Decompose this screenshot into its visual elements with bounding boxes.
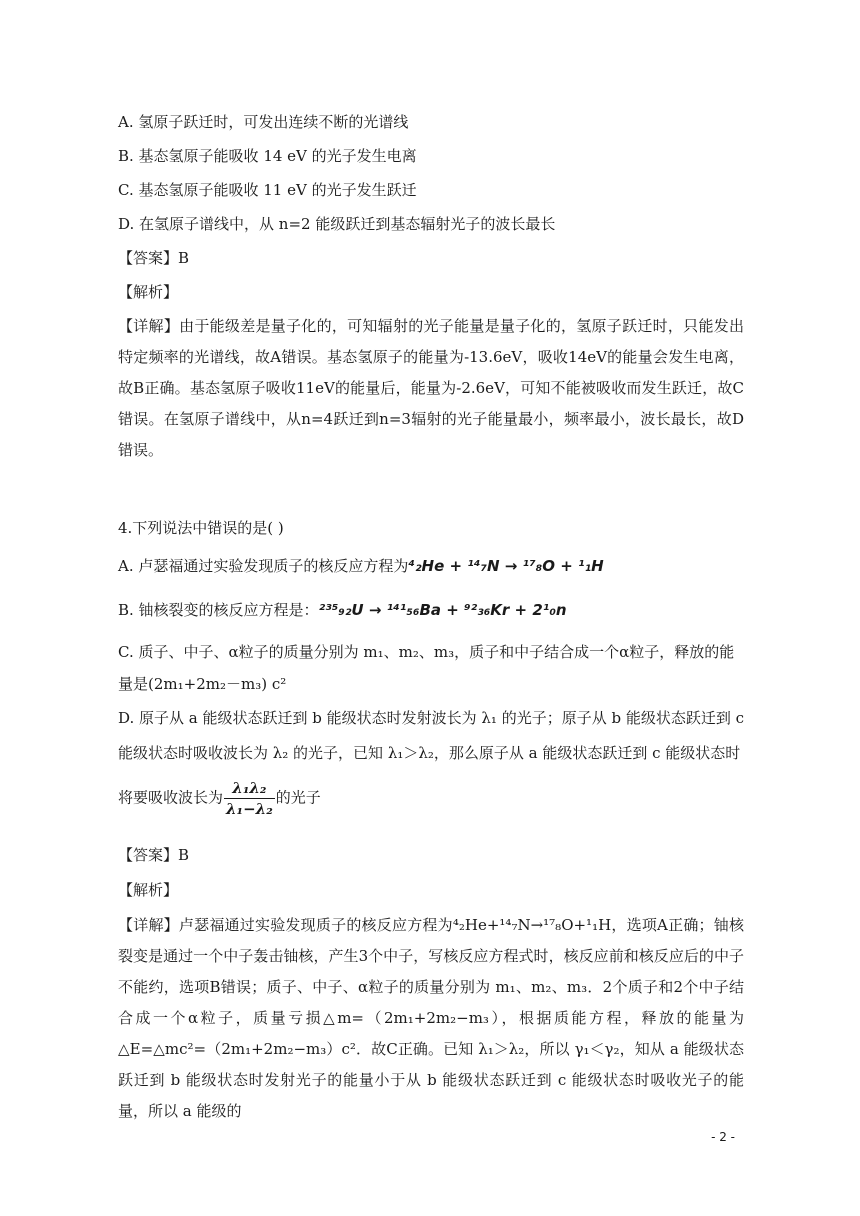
wavelength-fraction bbox=[224, 778, 275, 819]
q4-option-c-line1: C. 质子、中子、α粒子的质量分别为 m₁、m₂、m₃，质子和中子结合成一个α粒子，释放的能 bbox=[118, 643, 735, 661]
q3-option-c: C. 基态氢原子能吸收 11 eV 的光子发生跃迁 bbox=[118, 181, 417, 199]
q4-option-c-line2: 量是(2m₁+2m₂－m₃) c² bbox=[118, 675, 287, 693]
q4-question: 4.下列说法中错误的是( ) bbox=[118, 519, 284, 537]
q4-option-d-line1: D. 原子从 a 能级状态跃迁到 b 能级状态时发射波长为 λ₁ 的光子；原子从 b 能级状态跃迁到 c bbox=[118, 709, 745, 727]
page-number: - 2 - bbox=[711, 1130, 735, 1144]
q3-analysis-label: 【解析】 bbox=[118, 283, 179, 301]
fraction-denominator: λ₁−λ₂ bbox=[226, 800, 273, 818]
q4-option-d-line3 bbox=[118, 778, 321, 819]
q4-option-a bbox=[118, 556, 604, 576]
q3-detail: 【详解】由于能级差是量子化的，可知辐射的光子能量是量子化的，氢原子跃迁时，只能发出特定频率的光谱线，故A错误。基态氢原子的能量为-13.6eV，吸收14eV的能量会发生电离，故B正确。基态氢原子吸收11eV的能量后，能量为-2.6eV，可知不能被吸收而发生跃迁，故C错误。在氢原子谱线中，从n=4跃迁到n=3辐射的光子能量最小，频率最小，波长最长，故D错误。 bbox=[118, 317, 744, 459]
q4-option-d-line3-post: 的光子 bbox=[275, 788, 321, 807]
q4-analysis-label: 【解析】 bbox=[118, 881, 179, 899]
q3-option-d: D. 在氢原子谱线中，从 n=2 能级跃迁到基态辐射光子的波长最长 bbox=[118, 215, 556, 233]
q4-option-b-text: B. 铀核裂变的核反应方程是： bbox=[118, 601, 319, 619]
q4-answer: 【答案】B bbox=[118, 846, 190, 864]
q4-option-d-line3-pre: 将要吸收波长为 bbox=[118, 788, 224, 807]
q4-option-d-line2: 能级状态时吸收波长为 λ₂ 的光子，已知 λ₁＞λ₂，那么原子从 a 能级状态跃迁到 c 能级状态时 bbox=[118, 744, 741, 762]
q4-option-a-text: A. 卢瑟福通过实验发现质子的核反应方程为 bbox=[118, 557, 409, 575]
q4-option-b bbox=[118, 600, 567, 620]
fraction-numerator: λ₁λ₂ bbox=[224, 778, 275, 799]
q3-option-b: B. 基态氢原子能吸收 14 eV 的光子发生电离 bbox=[118, 147, 417, 165]
q3-answer: 【答案】B bbox=[118, 249, 190, 267]
q4-option-b-equation: ²³⁵₉₂U → ¹⁴¹₅₆Ba + ⁹²₃₆Kr + 2¹₀n bbox=[318, 601, 567, 619]
q4-detail: 【详解】卢瑟福通过实验发现质子的核反应方程为⁴₂He+¹⁴₇N→¹⁷₈O+¹₁H，选项A正确；铀核裂变是通过一个中子轰击铀核，产生3个中子，写核反应方程式时，核反应前和核反应后的中子不能约，选项B错误；质子、中子、α粒子的质量分别为 m₁、m₂、m₃．2个质子和2个中子结合成一个α粒子，质量亏损△m=（2m₁+2m₂−m₃），根据质能方程，释放的能量为△E=△mc²=（2m₁+2m₂−m₃）c²．故C正确。已知 λ₁＞λ₂，所以 γ₁＜γ₂，知从 a 能级状态跃迁到 b 能级状态时发射光子的能量小于从 b 能级状态跃迁到 c 能级状态时吸收光子的能量，所以 a 能级的 bbox=[118, 916, 744, 1120]
q3-option-a: A. 氢原子跃迁时，可发出连续不断的光谱线 bbox=[118, 113, 409, 131]
q4-option-a-equation: ⁴₂He + ¹⁴₇N → ¹⁷₈O + ¹₁H bbox=[408, 557, 604, 575]
